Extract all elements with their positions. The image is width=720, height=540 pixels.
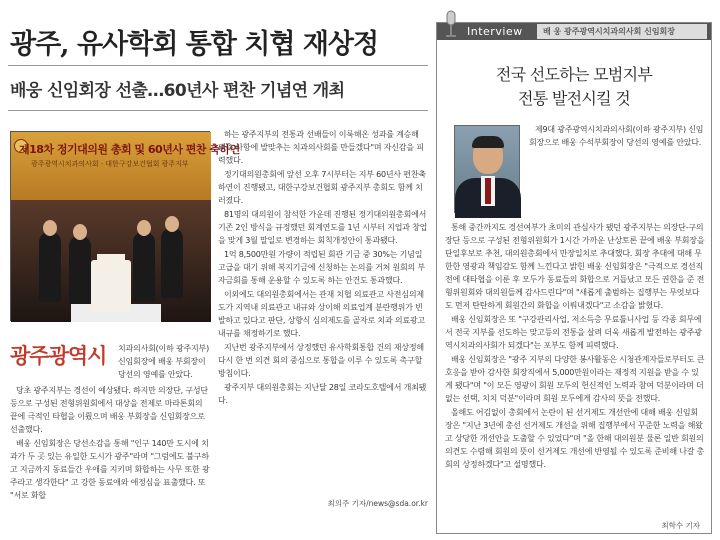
- banner-title: 제18차 정기대의원 총회 및 60년사 편찬 축하연: [19, 143, 240, 156]
- interview-subject-name: 배 웅 광주광역시치과의사회 신임회장: [537, 24, 707, 39]
- event-photo: [10, 131, 240, 321]
- article-headline: 광주, 유사학회 통합 치협 재상정: [10, 29, 379, 60]
- interview-paragraph: 올해도 어김없이 총회에서 논란이 된 선거제도 개선안에 대해 배웅 신임회장은 "지난 3년에 총선 선거제도 개선을 위해 집행부에서 꾸준한 노력을 해왔고 상당한 개선안을 도출할 수 있었다"며 "올 한해 대의원분 물론 일반 회원의 의견도 수렴해 회원의 뜻이 선거제도 개선에 반영될 수 있도록 준비해 나갈 총회의 상정하겠다"고 설명했다.: [445, 408, 705, 469]
- article-paragraph: 81명의 대의원이 참석한 가운데 진행된 정기대의원총회에서 기존 2인 방식을 규정했던 회계연도를 1년 시부터 지업과 창업을 맞게 3월 말일로 변경하는 회칙개정안이 통과됐다.: [218, 210, 428, 245]
- article-paragraph: 1억 8,500만원 가량이 적립된 회관 기금 중 30%는 기념일 고급을 대기 위해 복지기금에 신청하는 논의를 거쳐 원회의 부자금회를 통해 운용할 수 있도록 하는 안건도 통과했다.: [218, 250, 425, 285]
- column-1-lead-text: 치과의사회(이하 광주지부) 신임회장에 배웅 부회장이 당선의 영예를 안았다.: [118, 344, 209, 379]
- column-1-lead: [118, 342, 210, 382]
- article-paragraph: 이외에도 대의원총회에서는 관재 치협 의료관고 사전심의제도가 지역내 의료관고 내규와 상이해 의료업계 분란행위가 빈발하고 있다고 판단, 상향식 심의제도를 골자로 치과 의료광고 내규를 채정하기로 했다.: [218, 290, 425, 338]
- interview-body: [445, 221, 705, 513]
- corner-label: 광주광역시: [10, 343, 107, 368]
- interview-paragraph: 배웅 신임회장은 또 "구강관리사업, 저소득층 무료틀니사업 등 각종 회무에서 전국 지부를 선도하는 맞고등의 전통을 살려 더욱 새롭게 발전하는 광주광역시치과의사회가 되겠다"는 포부도 함께 피력했다.: [445, 315, 702, 350]
- person-head: [43, 220, 57, 236]
- interview-lead: [529, 123, 705, 217]
- interview-byline: 최학수 기자: [661, 521, 700, 530]
- person-figure: [161, 228, 183, 298]
- interview-tag-bar: [437, 23, 711, 40]
- subhead-rule: [8, 110, 428, 111]
- interview-tag-label: Interview: [467, 25, 523, 38]
- article-paragraph: 당초 광주지부는 경선이 예상됐다. 하지만 의장단, 구성단 등으로 구성된 전형위원회에서 대상을 전제로 마라톤회의 끝에 극적인 타협을 이뤘으며 배웅 부회장을 신임회장으로 선출했다.: [10, 386, 208, 434]
- person-figure: [133, 232, 155, 302]
- article-paragraph: 광주지부 대의원총회는 지난달 28일 코라도호텔에서 개최됐다.: [218, 383, 427, 405]
- article-paragraph: 하는 광주지부의 전통과 선배들이 이룩해온 성과를 계승해 대측 사항에 발맞추는 치과의사회를 만들겠다"며 자신감을 피력했다.: [218, 130, 424, 165]
- person-figure: [39, 232, 61, 302]
- interview-title: [437, 63, 711, 111]
- event-banner: [11, 132, 240, 200]
- interview-box: [436, 22, 712, 534]
- person-head: [165, 216, 179, 232]
- article-subhead: 배웅 신임회장 선출…60년사 편찬 기념연 개최: [10, 81, 345, 101]
- person-head: [137, 220, 151, 236]
- article-paragraph: 배웅 신임회장은 당선소감을 통해 "인구 140만 도시에 치과가 두 곳 있는 유일한 도시가 광주"라며 "그럼에도 불구하고 지금까지 동료들간 우애를 지키며 화합하는 사무 또한 광주라고 생각한다" 고 강한 동료애와 애정심을 표출했다. 또 "서로 화합: [10, 439, 210, 500]
- article-byline: 최의주 기자/news@sda.or.kr: [327, 499, 428, 508]
- article-paragraph: 지난번 광주지부에서 상정했던 유사학회통합 건의 재상정해 다시 한 번 의견 회의 중심으로 통합을 이루 수 있도록 촉구할 방침이다.: [218, 343, 424, 378]
- headline-rule: [8, 65, 428, 66]
- interview-paragraph: 통해 중간까지도 경선여부가 초미의 관심사가 됐던 광주지부는 의장단-구의장단 등으로 구성된 전형위원회가 1시간 가까운 난상토론 끝에 배웅 부회장을 단일후보로 추천, 대의원총회에서 만장일치로 추대했다. 회장 추대에 대해 무한한 영광과 책임감도 함께 느낀다고 밝힌 배웅 신임회장은 "극적으로 경선직전에 대타협을 이룬 후 모두가 동료들의 화합으로 거듭났고 모든 권한을 준 전형위원회와 대의원들께 감사드린다"며 "새롭게 출범하는 집행부는 무엇보다도 먼저 탄탄하게 회원간의 화합을 이뤄내겠다"고 소감을 밝혔다.: [445, 223, 705, 310]
- banner-subtitle: 광주광역시치과의사회 · 대한구강보건협회 광주지부: [31, 160, 189, 168]
- portrait-hair: [472, 136, 504, 148]
- portrait-tie: [485, 178, 491, 204]
- interview-lead-text: 제9대 광주광역시치과의사회(이하 광주지부) 신임회장으로 배웅 수석부회장이 당선의 영예를 안았다.: [529, 125, 704, 147]
- interview-paragraph: 배웅 신임회장은 "광주 지부의 다양한 봉사활동은 시청관계자들로부터도 큰 호응을 받아 감사한 회장직에서 5,000만원이라는 재정적 지원을 받을 수 있게 됐다"며 "이 모든 영광이 회원 모두의 헌신적인 노력과 참여 덕분이라며 더 없는 선택, 치치 덕분"이라며 회원 모두에게 감사의 뜻을 전했다.: [445, 355, 705, 403]
- interview-title-line: 전국 선도하는 모범지부: [495, 65, 653, 84]
- article-paragraph: 정기대의원총회에 앞선 오후 7시부터는 지부 60년사 편찬축하연이 진행됐고, 대한구강보건협회 광주지부 총회도 함께 치러졌다.: [218, 170, 426, 205]
- person-head: [73, 224, 87, 240]
- microphone-icon: [443, 11, 459, 39]
- column-1: [10, 384, 210, 530]
- celebration-cake: [91, 260, 131, 312]
- column-2: [218, 128, 428, 490]
- person-figure: [69, 236, 91, 306]
- interview-portrait: [454, 125, 520, 213]
- interview-title-line: 전통 발전시킬 것: [517, 89, 631, 108]
